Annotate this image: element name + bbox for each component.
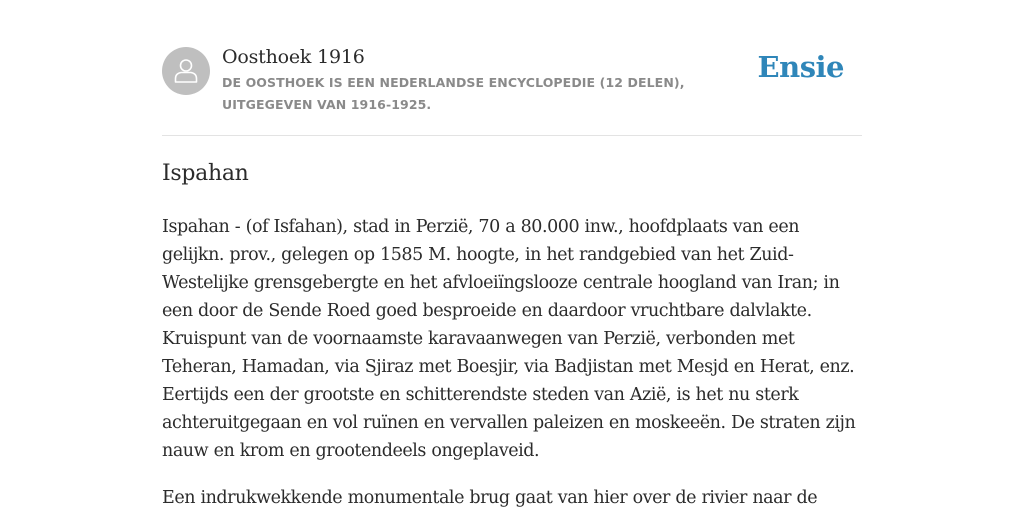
- user-avatar-icon[interactable]: [162, 47, 210, 95]
- ensie-logo[interactable]: Ensie: [757, 50, 844, 84]
- article: [162, 156, 862, 512]
- article-paragraph: Ispahan - (of Isfahan), stad in Perzië, 70 a 80.000 inw., hoofdplaats van een gelijkn. prov., gelegen op 1585 M. hoogte, in het randgebied van het Zuid-Westelijke grensgebergte en het afvloeiïngslooze centrale hoogland van Iran; in een door de Sende Roed goed besproeide en daardoor vruchtbare dalvlakte. Kruispunt van de voornaamste karavaanwegen van Perzië, verbonden met Teheran, Hamadan, via Sjiraz met Boesjir, via Badjistan met Mesjd en Herat, enz. Eertijds een der grootste en schitterendste steden van Azië, is het nu sterk achteruitgegaan en vol ruïnen en vervallen paleizen en moskeeën. De straten zijn nauw en krom en grootendeels ongeplaveid.: [162, 217, 856, 461]
- article-body: [162, 213, 862, 512]
- source-header: [162, 44, 862, 116]
- article-title: Ispahan: [162, 161, 249, 186]
- source-name[interactable]: Oosthoek 1916: [222, 46, 365, 68]
- person-outline-icon: [162, 47, 210, 95]
- article-paragraph: Een indrukwekkende monumentale brug gaat van hier over de rivier naar de: [162, 488, 818, 508]
- source-description: DE OOSTHOEK IS EEN NEDERLANDSE ENCYCLOPEDIE (12 DELEN), UITGEGEVEN VAN 1916-1925.: [222, 75, 685, 112]
- header-divider: [162, 135, 862, 136]
